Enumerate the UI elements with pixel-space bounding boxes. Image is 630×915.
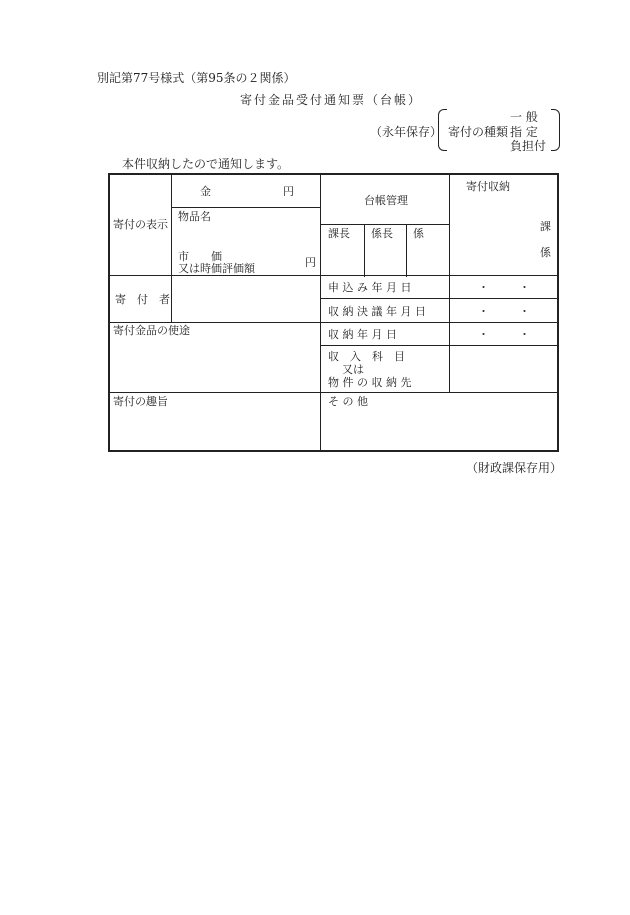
receipt-kakari: 係	[540, 246, 551, 259]
vline-right	[449, 173, 450, 392]
hline-receipt	[320, 345, 557, 346]
document-title: 寄付金品受付通知票（台帳）	[240, 93, 423, 107]
unit-chief-label: 係長	[371, 227, 393, 240]
or-label: 又は	[342, 363, 364, 376]
vline-seal-1	[364, 224, 365, 277]
receipt-dot-1: ・	[478, 328, 489, 341]
receipt-date-label: 収 納 年 月 日	[328, 328, 397, 341]
vline-seal-2	[406, 224, 407, 277]
donation-type-label: 寄付の種類	[448, 125, 509, 139]
receipt-dot-2: ・	[519, 328, 530, 341]
ledger-label: 台帳管理	[364, 194, 408, 207]
revenue-item-label: 収 入 科 目	[328, 350, 405, 363]
decision-dot-2: ・	[519, 305, 530, 318]
footer-note: （財政課保存用）	[466, 461, 563, 475]
donor-label: 寄 付 者	[115, 293, 170, 306]
vline-middle	[320, 173, 321, 450]
decision-dot-1: ・	[478, 305, 489, 318]
hline-display-bottom	[108, 275, 557, 276]
decision-date-label: 収 納 決 議 年 月 日	[328, 305, 426, 318]
appraisal-label: 又は時価評価額	[178, 262, 255, 275]
receipt-ka: 課	[540, 220, 551, 233]
money-label: 金	[200, 185, 211, 198]
hline-use-bottom	[108, 392, 557, 393]
application-dot-2: ・	[519, 281, 530, 294]
other-label: そ の 他	[328, 395, 368, 408]
vline-display	[171, 173, 172, 277]
display-label: 寄付の表示	[113, 218, 168, 231]
market-yen: 円	[305, 256, 316, 269]
use-label: 寄付金品の使途	[113, 324, 190, 337]
hline-application	[320, 298, 557, 299]
money-yen: 円	[283, 185, 294, 198]
market-price-label: 市 価	[178, 250, 222, 263]
vline-donor	[171, 277, 172, 322]
left-bracket	[438, 109, 447, 151]
purpose-label: 寄付の趣旨	[113, 395, 168, 408]
type-designated: 指 定	[510, 125, 538, 139]
hline-donor-bottom	[108, 322, 557, 323]
retention-period: （永年保存）	[370, 125, 443, 139]
type-conditional: 負担付	[510, 139, 547, 153]
form-reference: 別記第77号様式（第95条の２関係）	[97, 71, 296, 85]
type-general: 一 般	[510, 110, 538, 124]
section-chief-label: 課長	[328, 227, 350, 240]
receipt-label: 寄付収納	[466, 180, 510, 193]
right-bracket	[551, 109, 560, 151]
item-name-label: 物品名	[178, 210, 211, 223]
application-dot-1: ・	[478, 281, 489, 294]
application-date-label: 申 込 み 年 月 日	[328, 281, 412, 294]
hline-ledger	[320, 224, 449, 225]
storage-label: 物 件 の 収 納 先	[328, 376, 412, 389]
notice-text: 本件収納したので通知します。	[122, 157, 290, 171]
staff-label: 係	[413, 227, 424, 240]
hline-money	[171, 207, 320, 208]
